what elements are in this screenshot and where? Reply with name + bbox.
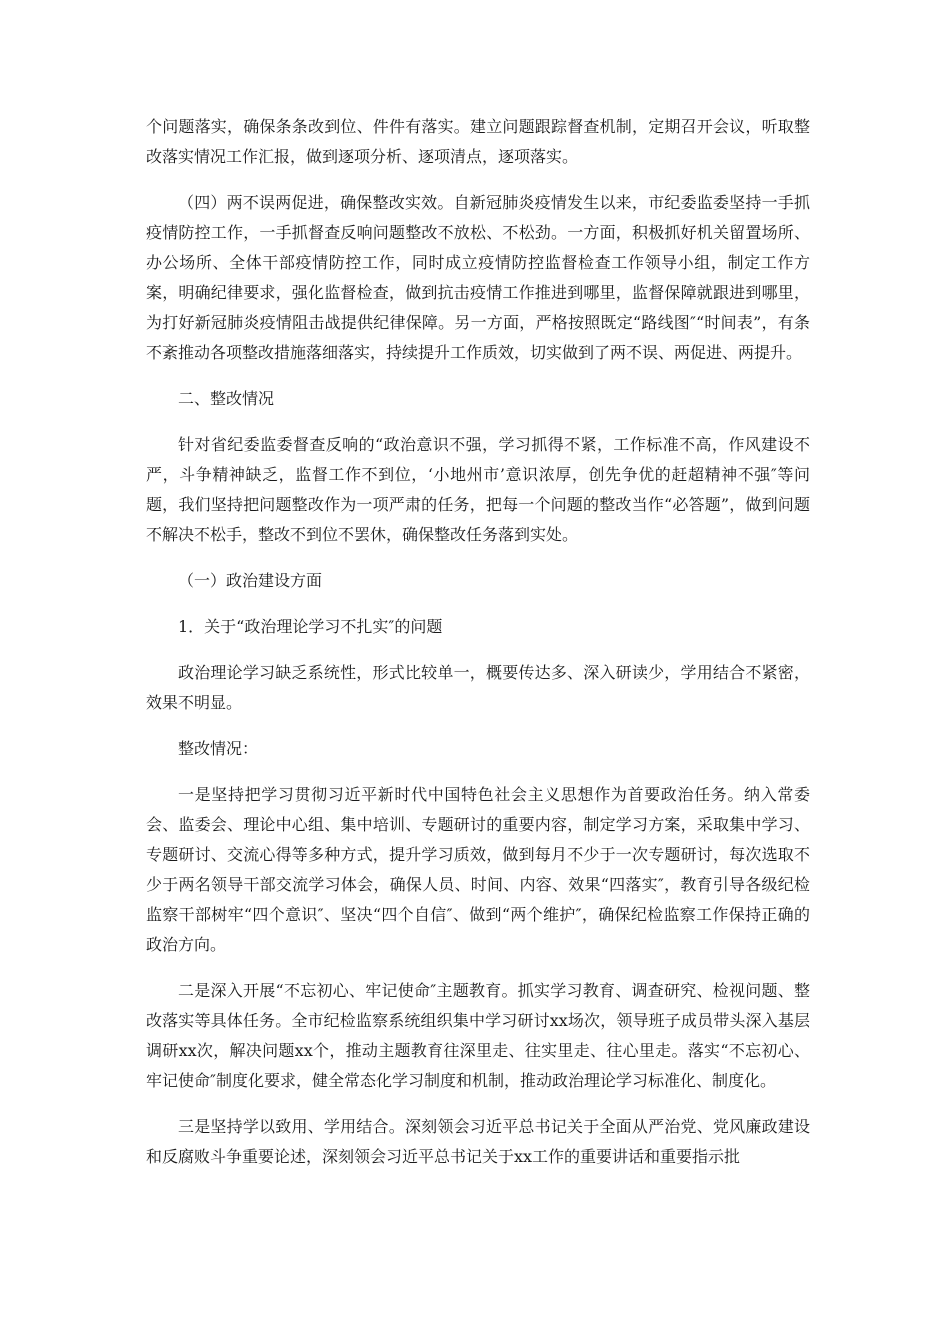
paragraph-rectification-intro: 针对省纪委监委督查反响的“政治意识不强，学习抓得不紧，工作标准不高，作风建设不严，斗争精神缺乏，监督工作不到位，‘小地州市’意识浓厚，创先争优的赶超精神不强″等问题，我们坚持把问题整改作为一项严肃的任务，把每一个问题的整改当作“必答题”，做到问题不解决不松手，整改不到位不罢休，确保整改任务落到实处。 <box>146 435 810 544</box>
paragraph-problem-description: 政治理论学习缺乏系统性，形式比较单一，概要传达多、深入研读少，学用结合不紧密，效果不明显。 <box>146 663 810 712</box>
document-body <box>146 112 810 1172</box>
paragraph-continuation: 个问题落实，确保条条改到位、件件有落实。建立问题跟踪督查机制，定期召开会议，听取整改落实情况工作汇报，做到逐项分析、逐项清点，逐项落实。 <box>146 117 810 166</box>
paragraph-measure-three: 三是坚持学以致用、学用结合。深刻领会习近平总书记关于全面从严治党、党风廉政建设和反腐败斗争重要论述，深刻领会习近平总书记关于xx工作的重要讲话和重要指示批 <box>146 1117 810 1166</box>
paragraph-section-four: （四）两不误两促进，确保整改实效。自新冠肺炎疫情发生以来，市纪委监委坚持一手抓疫情防控工作，一手抓督查反响问题整改不放松、不松劲。一方面，积极抓好机关留置场所、办公场所、全体干部疫情防控工作，同时成立疫情防控监督检查工作领导小组，制定工作方案，明确纪律要求，强化监督检查，做到抗击疫情工作推进到哪里，监督保障就跟进到哪里，为打好新冠肺炎疫情阻击战提供纪律保障。另一方面，严格按照既定“路线图″“时间表”，有条不紊推动各项整改措施落细落实，持续提升工作质效，切实做到了两不误、两促进、两提升。 <box>146 193 810 362</box>
section-heading-rectification: 二、整改情况 <box>178 389 275 408</box>
subsection-heading-political-construction: （一）政治建设方面 <box>178 571 323 590</box>
label-rectification-status: 整改情况： <box>178 739 259 758</box>
item-heading-theory-study: 1．关于“政治理论学习不扎实″的问题 <box>178 617 443 636</box>
paragraph-measure-two: 二是深入开展“不忘初心、牢记使命″主题教育。抓实学习教育、调查研究、检视问题、整改落实等具体任务。全市纪检监察系统组织集中学习研讨xx场次，领导班子成员带头深入基层调研xx次，解决问题xx个，推动主题教育往深里走、往实里走、往心里走。落实“不忘初心、牢记使命″制度化要求，健全常态化学习制度和机制，推动政治理论学习标准化、制度化。 <box>146 981 810 1090</box>
paragraph-measure-one: 一是坚持把学习贯彻习近平新时代中国特色社会主义思想作为首要政治任务。纳入常委会、监委会、理论中心组、集中培训、专题研讨的重要内容，制定学习方案，采取集中学习、专题研讨、交流心得等多种方式，提升学习质效，做到每月不少于一次专题研讨，每次选取不少于两名领导干部交流学习体会，确保人员、时间、内容、效果“四落实″，教育引导各级纪检监察干部树牢“四个意识″、坚决“四个自信″、做到“两个维护″，确保纪检监察工作保持正确的政治方向。 <box>146 785 810 954</box>
